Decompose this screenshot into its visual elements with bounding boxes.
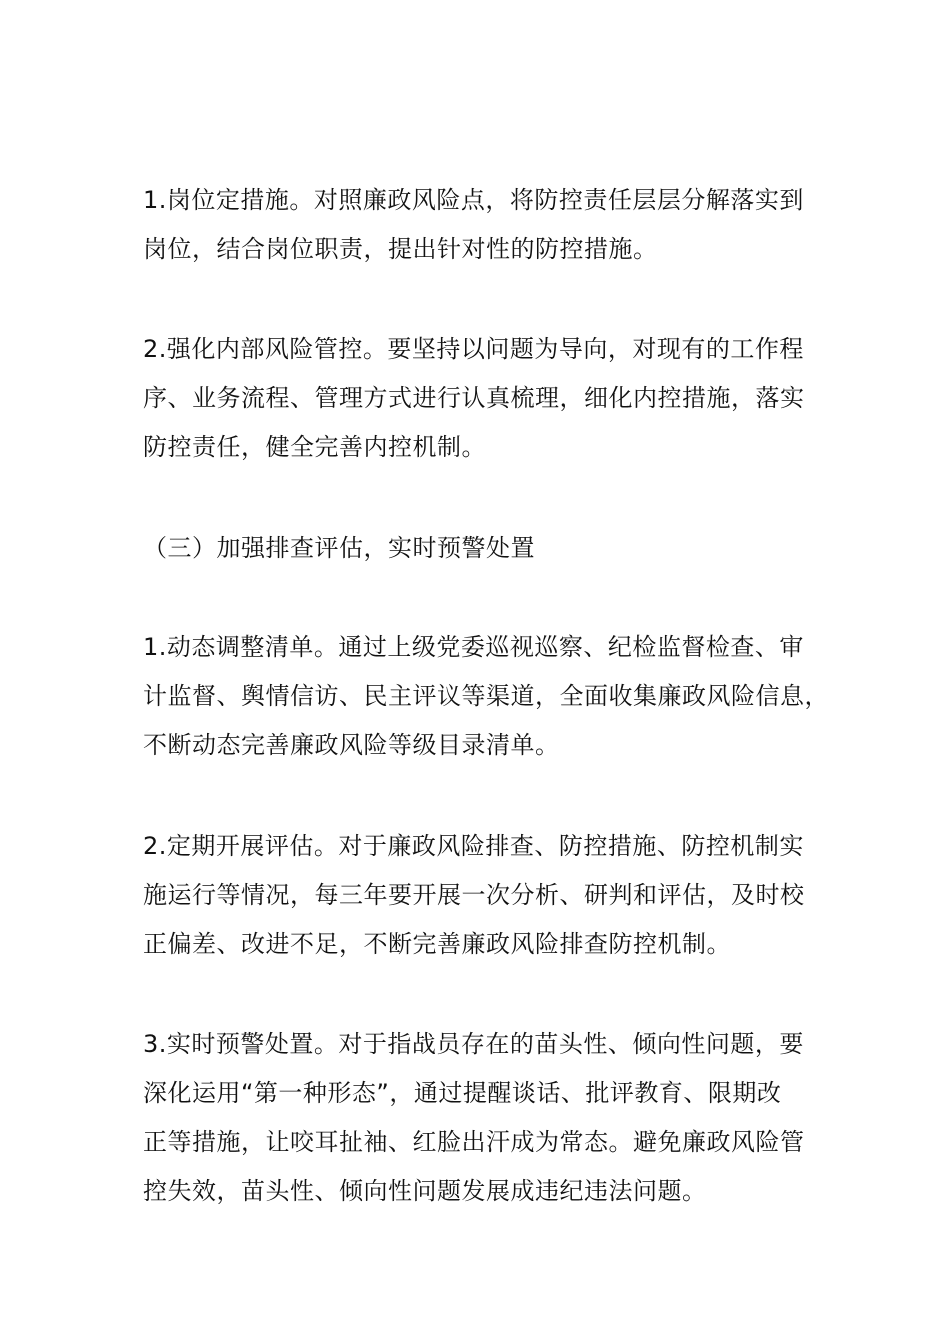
section-heading-text: （三）加强排查评估，实时预警处置: [143, 534, 535, 562]
paragraph-line: 深化运用“第一种形态”，通过提醒谈话、批评教育、限期改: [143, 1079, 782, 1107]
paragraph-line: 岗位，结合岗位职责，提出针对性的防控措施。: [143, 235, 658, 263]
paragraph-line: 计监督、舆情信访、民主评议等渠道，全面收集廉政风险信息，: [143, 682, 829, 710]
paragraph-5: [143, 822, 815, 969]
paragraph-line: 2.强化内部风险管控。要坚持以问题为导向，对现有的工作程: [143, 335, 804, 363]
paragraph-4: [143, 623, 829, 770]
paragraph-1: [143, 176, 815, 274]
paragraph-line: 2.定期开展评估。对于廉政风险排查、防控措施、防控机制实: [143, 832, 804, 860]
paragraph-line: 1.岗位定措施。对照廉政风险点，将防控责任层层分解落实到: [143, 186, 804, 214]
paragraph-line: 防控责任，健全完善内控机制。: [143, 433, 486, 461]
paragraph-6: [143, 1020, 815, 1216]
paragraph-line: 控失效，苗头性、倾向性问题发展成违纪违法问题。: [143, 1177, 707, 1205]
paragraph-line: 序、业务流程、管理方式进行认真梳理，细化内控措施，落实: [143, 384, 805, 412]
paragraph-2: [143, 325, 815, 472]
paragraph-line: 不断动态完善廉政风险等级目录清单。: [143, 731, 560, 759]
paragraph-line: 3.实时预警处置。对于指战员存在的苗头性、倾向性问题，要: [143, 1030, 804, 1058]
paragraph-line: 1.动态调整清单。通过上级党委巡视巡察、纪检监督检查、审: [143, 633, 804, 661]
paragraph-line: 施运行等情况，每三年要开展一次分析、研判和评估，及时校: [143, 881, 805, 909]
paragraph-line: 正等措施，让咬耳扯袖、红脸出汗成为常态。避免廉政风险管: [143, 1128, 805, 1156]
section-heading: [143, 524, 815, 573]
paragraph-line: 正偏差、改进不足，不断完善廉政风险排查防控机制。: [143, 930, 731, 958]
